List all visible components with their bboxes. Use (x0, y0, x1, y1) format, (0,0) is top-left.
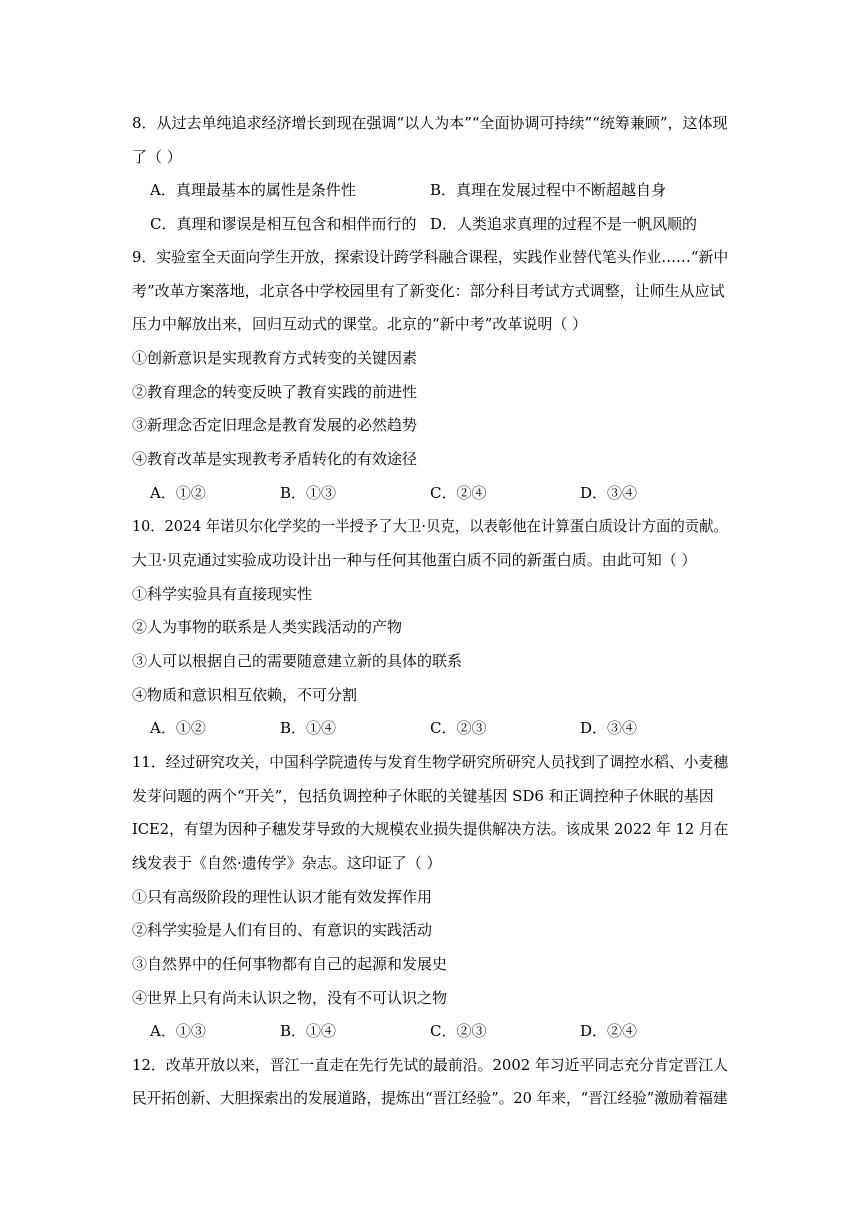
q11-option-a: A．①③ (150, 1022, 206, 1040)
q10-statement-4: ④物质和意识相互依赖，不可分割 (132, 686, 358, 704)
q10-statement-2: ②人为事物的联系是人类实践活动的产物 (132, 618, 403, 636)
q8-stem-line-2: 了（ ） (132, 148, 182, 166)
q10-option-a: A．①② (150, 719, 206, 737)
q11-statement-3: ③自然界中的任何事物都有自己的起源和发展史 (132, 955, 448, 973)
q11-stem-line-1: 11．经过研究攻关，中国科学院遗传与发育生物学研究所研究人员找到了调控水稻、小麦穗 (132, 753, 729, 771)
q10-stem-line-2: 大卫·贝克通过实验成功设计出一种与任何其他蛋白质不同的新蛋白质。由此可知（ ） (132, 551, 697, 569)
q9-statement-1: ①创新意识是实现教育方式转变的关键因素 (132, 349, 418, 367)
q11-statement-1: ①只有高级阶段的理性认识才能有效发挥作用 (132, 888, 433, 906)
q9-statement-3: ③新理念否定旧理念是教育发展的必然趋势 (132, 416, 418, 434)
q8-option-d: D．人类追求真理的过程不是一帆风顺的 (430, 215, 698, 233)
q11-stem-line-2: 发芽问题的两个“开关”，包括负调控种子休眠的关键基因 SD6 和正调控种子休眠的基因 (132, 787, 714, 805)
q9-option-b: B．①③ (280, 484, 337, 502)
q11-statement-4: ④世界上只有尚未认识之物，没有不可认识之物 (132, 989, 448, 1007)
q12-stem-line-1: 12．改革开放以来，晋江一直走在先行先试的最前沿。2002 年习近平同志充分肯定晋江人 (132, 1056, 729, 1074)
q10-statement-1: ①科学实验具有直接现实性 (132, 585, 313, 603)
q11-option-c: C．②③ (430, 1022, 487, 1040)
q9-stem-line-1: 9．实验室全天面向学生开放，探索设计跨学科融合课程，实践作业替代笔头作业……“新中 (132, 248, 729, 266)
q9-option-a: A．①② (150, 484, 206, 502)
q11-option-b: B．①④ (280, 1022, 337, 1040)
q11-option-d: D．②④ (580, 1022, 638, 1040)
q9-statement-4: ④教育改革是实现教考矛盾转化的有效途径 (132, 450, 418, 468)
q8-option-b: B．真理在发展过程中不断超越自身 (430, 181, 667, 199)
q8-stem-line-1: 8．从过去单纯追求经济增长到现在强调“以人为本”“全面协调可持续”“统筹兼顾”，这体现 (132, 114, 728, 132)
q8-option-c: C．真理和谬误是相互包含和相伴而行的 (150, 215, 417, 233)
q9-statement-2: ②教育理念的转变反映了教育实践的前进性 (132, 383, 418, 401)
q10-statement-3: ③人可以根据自己的需要随意建立新的具体的联系 (132, 652, 463, 670)
q10-option-c: C．②③ (430, 719, 487, 737)
q11-statement-2: ②科学实验是人们有目的、有意识的实践活动 (132, 921, 433, 939)
q11-stem-line-3: ICE2，有望为因种子穗发芽导致的大规模农业损失提供解决方法。该成果 2022 年 12 月在 (132, 820, 729, 838)
q9-option-c: C．②④ (430, 484, 487, 502)
q8-option-a: A．真理最基本的属性是条件性 (150, 181, 356, 199)
q12-stem-line-2: 民开拓创新、大胆探索出的发展道路，提炼出“晋江经验”。20 年来，“晋江经验”激励着福建 (132, 1089, 728, 1107)
q9-stem-line-3: 压力中解放出来，回归互动式的课堂。北京的“新中考”改革说明（ ） (132, 315, 588, 333)
q10-option-b: B．①④ (280, 719, 337, 737)
q9-option-d: D．③④ (580, 484, 638, 502)
q9-stem-line-2: 考”改革方案落地，北京各中学校园里有了新变化：部分科目考试方式调整，让师生从应试 (132, 282, 725, 300)
q11-stem-line-4: 线发表于《自然·遗传学》杂志。这印证了（ ） (132, 854, 442, 872)
q10-stem-line-1: 10．2024 年诺贝尔化学奖的一半授予了大卫·贝克，以表彰他在计算蛋白质设计方面的贡献。 (132, 517, 728, 535)
q10-option-d: D．③④ (580, 719, 638, 737)
